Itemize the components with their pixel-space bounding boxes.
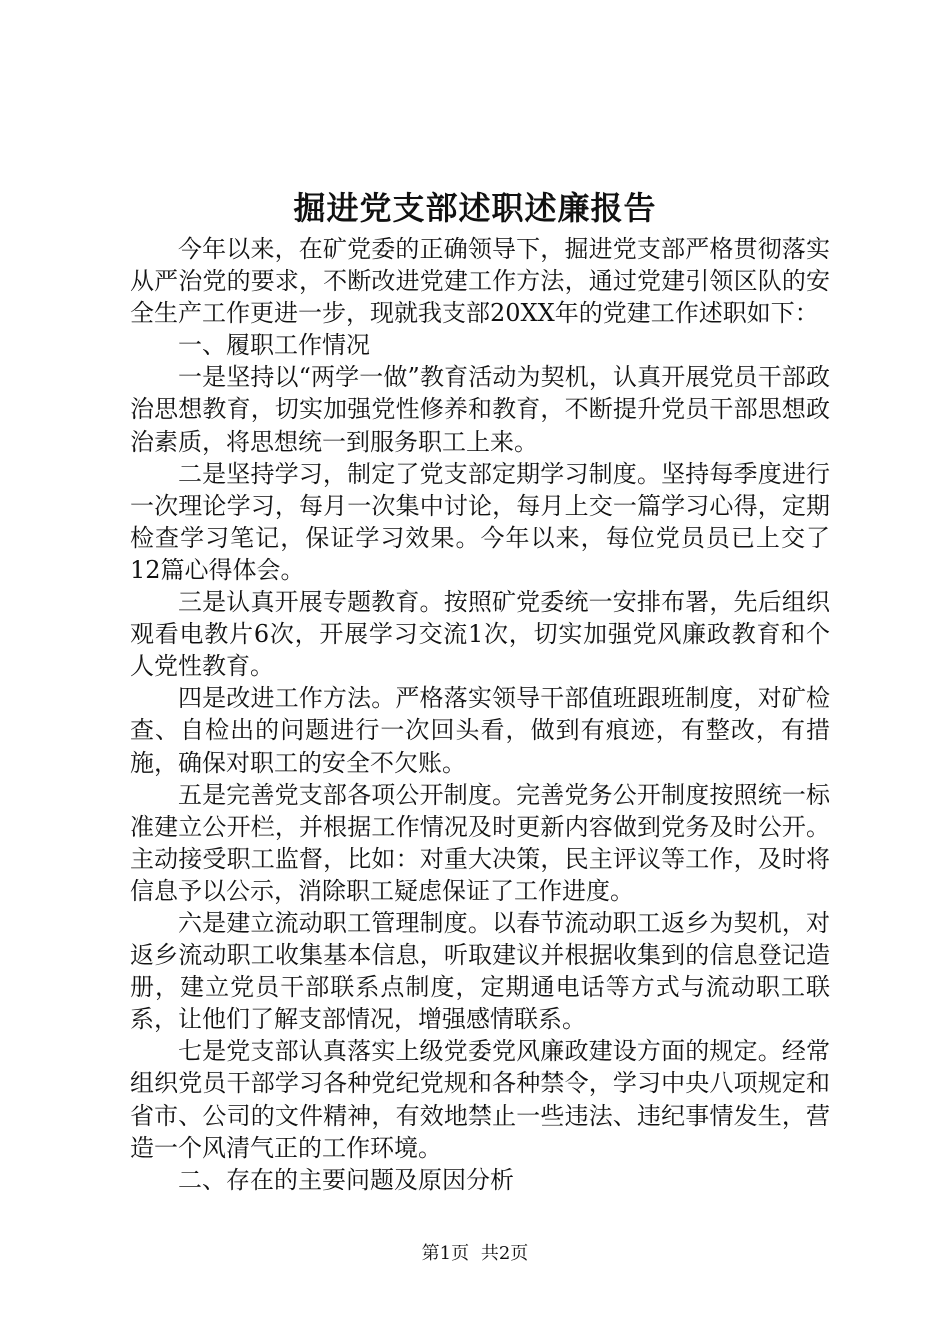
paragraph-item-5: 五是完善党支部各项公开制度。完善党务公开制度按照统一标准建立公开栏，并根据工作情况及时更新内容做到党务及时公开。主动接受职工监督，比如：对重大决策，民主评议等工作，及时将信息予以公示，消除职工疑虑保证了工作进度。 bbox=[130, 780, 830, 905]
paragraph-item-2: 二是坚持学习，制定了党支部定期学习制度。坚持每季度进行一次理论学习，每月一次集中讨论，每月上交一篇学习心得，定期检查学习笔记，保证学习效果。今年以来，每位党员员已上交了12篇心得体会。 bbox=[130, 459, 830, 584]
paragraph-item-4: 四是改进工作方法。严格落实领导干部值班跟班制度，对矿检查、自检出的问题进行一次回头看，做到有痕迹，有整改，有措施，确保对职工的安全不欠账。 bbox=[130, 684, 830, 777]
page-footer: 第1页 共2页 bbox=[421, 1243, 529, 1264]
paragraph-item-3: 三是认真开展专题教育。按照矿党委统一安排布署，先后组织观看电教片6次，开展学习交流1次，切实加强党风廉政教育和个人党性教育。 bbox=[130, 588, 830, 681]
document-title: 掘进党支部述职述廉报告 bbox=[293, 189, 657, 227]
paragraph-item-1: 一是坚持以“两学一做”教育活动为契机，认真开展党员干部政治思想教育，切实加强党性修养和教育，不断提升党员干部思想政治素质，将思想统一到服务职工上来。 bbox=[130, 363, 830, 456]
paragraph-item-7: 七是党支部认真落实上级党委党风廉政建设方面的规定。经常组织党员干部学习各种党纪党规和各种禁令，学习中央八项规定和省市、公司的文件精神，有效地禁止一些违法、违纪事情发生，营造一个风清气正的工作环境。 bbox=[130, 1037, 830, 1162]
paragraph-item-6: 六是建立流动职工管理制度。以春节流动职工返乡为契机，对返乡流动职工收集基本信息，听取建议并根据收集到的信息登记造册，建立党员干部联系点制度，定期通电话等方式与流动职工联系，让他们了解支部情况，增强感情联系。 bbox=[130, 908, 830, 1034]
section-heading-2: 二、存在的主要问题及原因分析 bbox=[178, 1165, 514, 1194]
document-body bbox=[130, 233, 830, 1196]
section-heading-1: 一、履职工作情况 bbox=[178, 331, 370, 360]
paragraph-intro: 今年以来，在矿党委的正确领导下，掘进党支部严格贯彻落实从严治党的要求，不断改进党建工作方法，通过党建引领区队的安全生产工作更进一步，现就我支部20XX年的党建工作述职如下： bbox=[130, 235, 830, 328]
